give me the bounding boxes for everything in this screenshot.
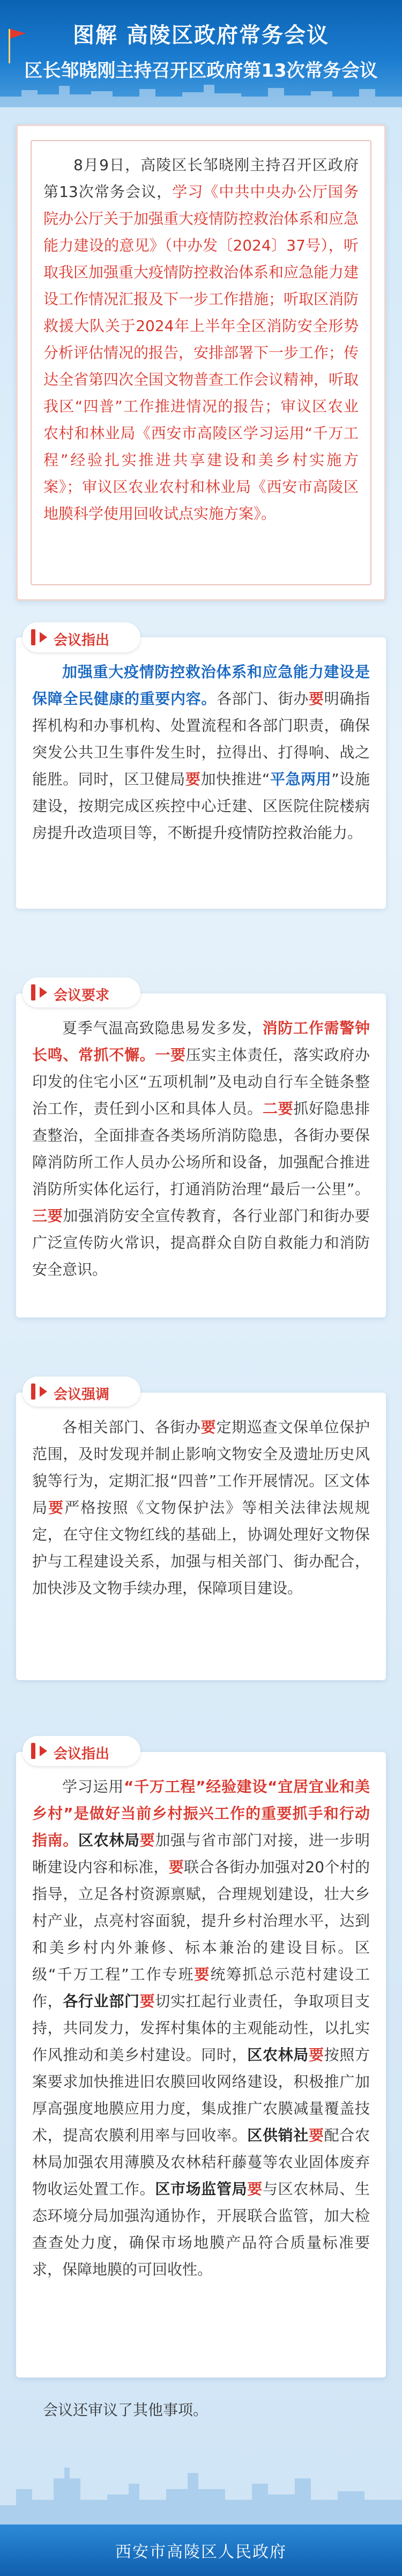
section-1-emph: 要 <box>308 690 324 708</box>
label-bar-icon <box>31 629 35 645</box>
section-4-emph: 要 <box>139 1831 155 1849</box>
section-2-label <box>23 977 140 1007</box>
section-2-label-text: 会议要求 <box>54 988 110 1004</box>
section-4-text: 加强与省市部门对接，进一步明晰建设内容和标准， <box>32 1831 370 1876</box>
section-4-emph: 要 <box>168 1858 184 1876</box>
section-4-text: 联合各街办加强对20个村的指导，立足各村资源禀赋，合理规划建设，壮大乡村产业，点亮村容面貌，提升乡村治理水平，达到和美乡村内外兼修、标本兼治的建设目标。区级“千万工程”工作专班 <box>32 1858 370 1983</box>
section-3-label-text: 会议强调 <box>54 1387 110 1403</box>
section-4-card <box>16 1752 386 2378</box>
section-1-lead: 加强重大疫情防控救治体系和应急能力建设是保障全民健康的重要内容。 <box>32 663 370 708</box>
label-bar-icon <box>31 1743 35 1759</box>
section-4-dept: 区供销社 <box>247 2126 309 2144</box>
section-4-text: 与区农林局、生态环境分局加强沟通协作，开展联合监管，加大检查查处力度，确保市场地膜产品符合质量标准要求，保障地膜的可回收性。 <box>32 2180 370 2278</box>
section-2-text: 抓好隐患排查整治，全面排查各类场所消防隐患，各街办要保障消防所工作人员办公场所和设备，加强配合推进消防所实体化运行，打通消防治理“最后一公里”。 <box>32 1100 370 1198</box>
section-2-card <box>16 993 386 1318</box>
play-arrow-icon <box>40 1386 47 1397</box>
footer-text: 西安市高陵区人民政府 <box>115 2543 287 2562</box>
intro-paragraph <box>43 152 359 527</box>
page-title: 图解 高陵区政府常务会议 <box>73 23 329 48</box>
section-2-emph: 消防工作需警钟长鸣、常抓不懈。 <box>32 1019 370 1064</box>
section-4-emph: 要 <box>194 1966 211 1983</box>
page-footer <box>0 2525 402 2576</box>
section-3-text: 各相关部门、各街办 <box>62 1418 201 1436</box>
section-4-dept: 区农林局 <box>247 2046 309 2064</box>
section-2-text: 加强消防安全宣传教育，各行业部门和街办要广泛宣传防火常识，提高群众自防自救能力和消防安全意识。 <box>32 1207 370 1278</box>
section-4-label-text: 会议指出 <box>54 1746 110 1762</box>
section-1-text: 各部门、街办 <box>216 690 309 708</box>
label-bar-icon <box>31 984 35 1000</box>
closing-text: 会议还审议了其他事项。 <box>43 2401 209 2419</box>
section-1-text: 加快推进“ <box>200 770 270 788</box>
section-3-emph: 要 <box>48 1499 65 1517</box>
section-4-dept: 各行业部门 <box>63 1992 140 2010</box>
section-4-emph: 要 <box>139 1992 155 2010</box>
section-3-card <box>16 1393 386 1680</box>
section-3-text: 定期巡查文保单位保护范围，及时发现并制止影响文物安全及遗址历史风貌等行为，定期汇报“四普”工作开展情况。区文体局 <box>32 1418 370 1517</box>
label-bar-icon <box>31 1383 35 1400</box>
section-1-label <box>23 622 140 652</box>
section-4-emph: 要 <box>247 2180 263 2198</box>
play-arrow-icon <box>40 1746 47 1756</box>
page-subtitle: 区长邹晓刚主持召开区政府第13次常务会议 <box>24 60 378 82</box>
section-4-emph: 是做好当前乡村振兴工作的重要抓手和行动指南。 <box>32 1805 370 1849</box>
section-2-emph: 二要 <box>262 1100 294 1117</box>
section-1-text: ”设施建设，按期完成区疾控中心迁建、区医院住院楼病房提升改造项目等，不断提升疫情防控救治能力。 <box>32 770 370 842</box>
section-4-emph: 要 <box>308 2046 324 2064</box>
section-3-text: 严格按照《文物保护法》等相关法律法规规定，在守住文物红线的基础上，协调处理好文物保护与工程建设关系，加强与相关部门、街办配合，加快涉及文物手续办理，保障项目建设。 <box>32 1499 370 1597</box>
section-3-label <box>23 1377 140 1407</box>
section-1-paragraph <box>32 659 370 847</box>
section-2-paragraph <box>32 1015 370 1283</box>
section-4-dept: 区市场监管局 <box>155 2180 248 2198</box>
intro-card <box>16 124 386 601</box>
page-header <box>0 0 402 107</box>
play-arrow-icon <box>40 987 47 998</box>
section-2-emph: 三要 <box>32 1207 63 1225</box>
section-2-emph: 一要 <box>155 1046 186 1064</box>
section-4-text: 学习运用 <box>62 1778 124 1795</box>
section-4-text: 切实扛起行业责任，争取项目支持，共同发力，发挥村集体的主观能动性，以扎实作风推动和美乡村建设。同时， <box>32 1992 370 2064</box>
intro-text: 8月9日，高陵区长邹晓刚主持召开区政府第13次常务会议， <box>43 156 359 201</box>
section-3-paragraph <box>32 1414 370 1602</box>
section-1-label-text: 会议指出 <box>54 632 110 649</box>
footer-skyline-decoration <box>0 2446 402 2527</box>
play-arrow-icon <box>40 632 47 643</box>
section-4-emph: 要 <box>308 2126 324 2144</box>
section-3-emph: 要 <box>200 1418 217 1436</box>
section-1-emph: 平急两用 <box>270 770 332 788</box>
section-1-card <box>16 637 386 909</box>
section-4-paragraph <box>32 1773 370 2283</box>
section-1-emph: 要 <box>185 770 201 788</box>
section-4-text: 按照方案要求加快推进旧农膜回收网络建设，积极推广加厚高强度地膜应用力度，集成推广农膜减量覆盖技术，提高农膜利用率与回收率。 <box>32 2046 370 2144</box>
section-2-text: 夏季气温高致隐患易发多发， <box>62 1019 263 1037</box>
section-4-dept: 区农林局 <box>78 1831 140 1849</box>
intro-frame <box>31 140 371 585</box>
section-2-text: 压实主体责任，落实政府办印发的住宅小区“五项机制”及电动自行车全链条整治工作，责任到小区和具体人员。 <box>32 1046 370 1117</box>
section-4-text: 统筹抓总示范村建设工作， <box>32 1966 370 2010</box>
skyline-decoration <box>0 70 402 107</box>
section-4-text: 配合农林局加强农用薄膜及农林秸秆藤蔓等农业固体废弃物收运处置工作。 <box>32 2126 370 2198</box>
section-4-emph: “千万工程”经验建设“宜居宜业和美乡村” <box>32 1778 370 1822</box>
section-1-text: 明确指挥机构和办事机构、处置流程和各部门职责，确保突发公共卫生事件发生时，拉得出、打得响、战之能胜。同时，区卫健局 <box>32 690 370 788</box>
intro-red-text: 学习《中共中央办公厅国务院办公厅关于加强重大疫情防控救治体系和应急能力建设的意见》（中办发〔2024〕37号），听取我区加强重大疫情防控救治体系和应急能力建设工作情况汇报及下一步工作措施；听取区消防救援大队关于2024年上半年全区消防安全形势分析评估情况的报告，安排部署下一步工作；传达全省第四次全国文物普查工作会议精神，听取我区“四普”工作推进情况的报告；审议区农业农村和林业局《西安市高陵区学习运用“千万工程”经验扎实推进共享建设和美乡村实施方案》；审议区农业农村和林业局《西安市高陵区地膜科学使用回收试点实施方案》。 <box>43 183 359 522</box>
section-4-label <box>23 1736 140 1766</box>
